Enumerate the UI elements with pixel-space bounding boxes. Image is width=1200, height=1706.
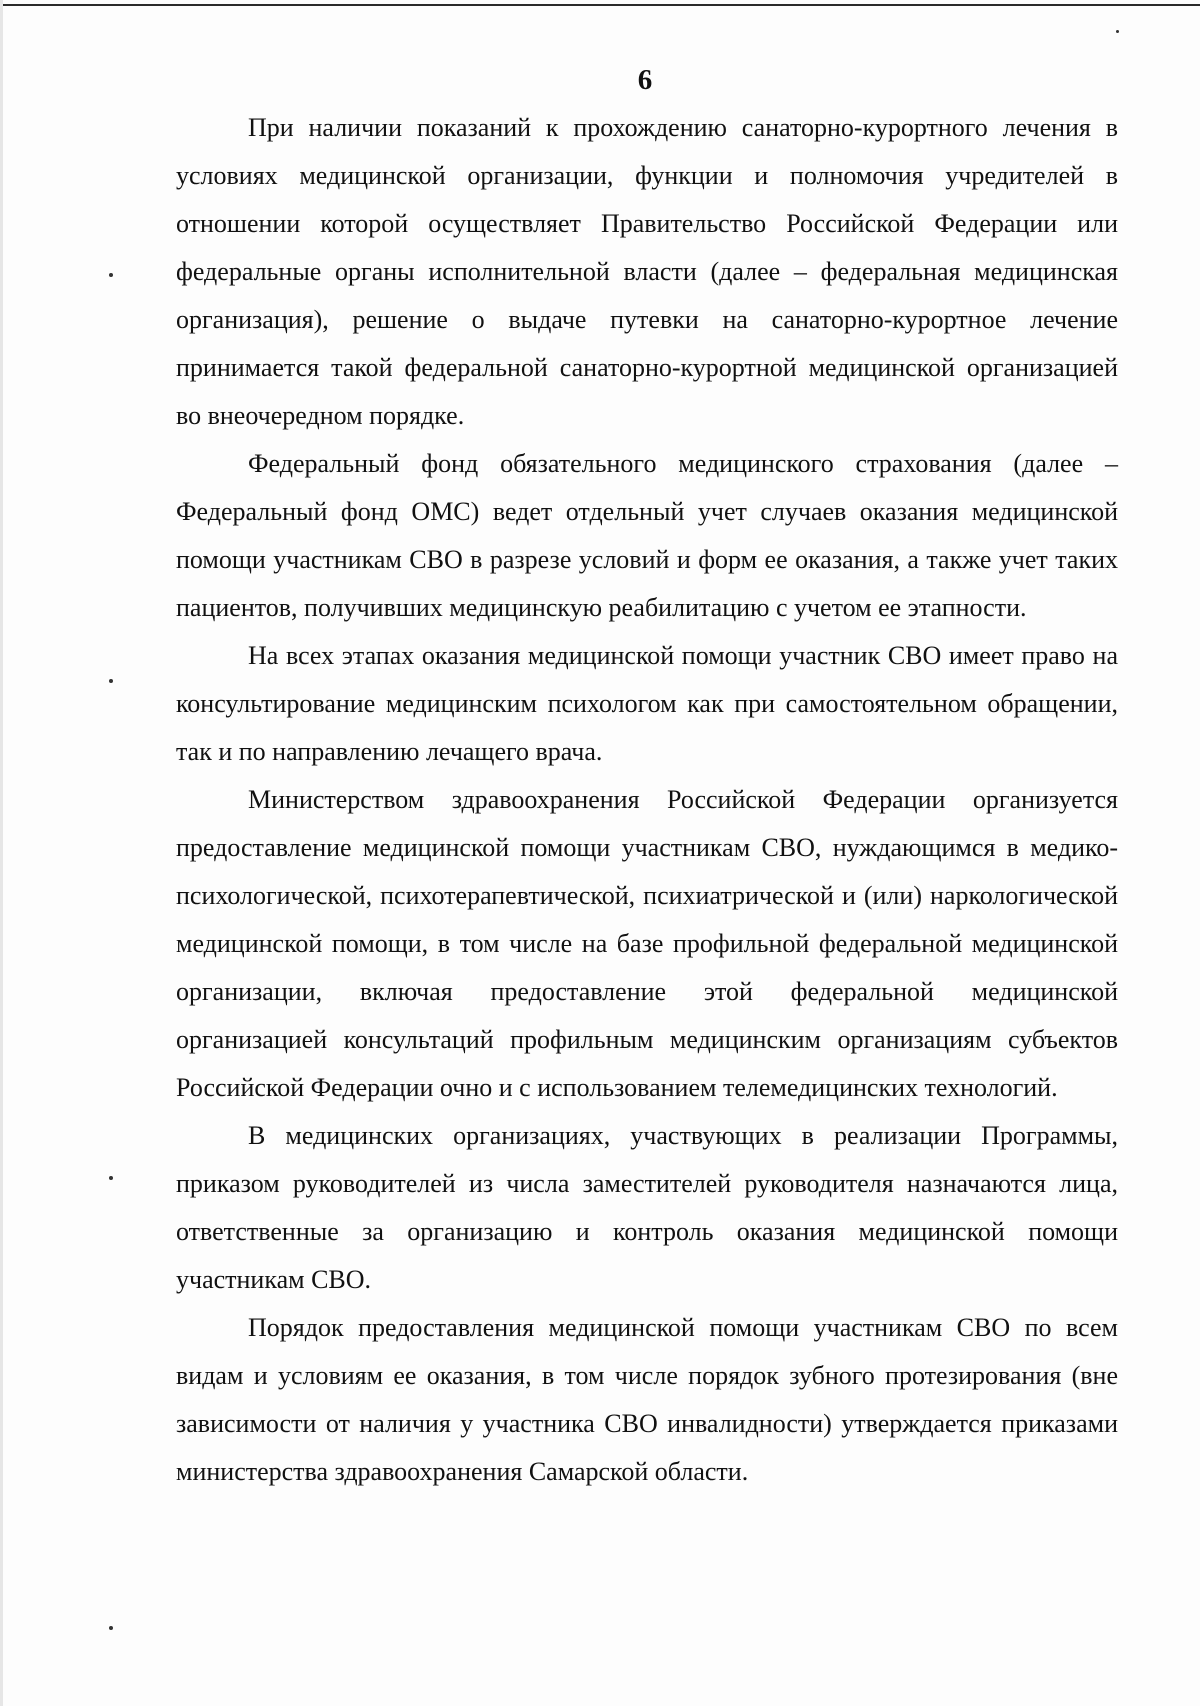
page-number: 6 bbox=[637, 64, 653, 96]
scan-speck bbox=[109, 679, 113, 683]
scan-speck bbox=[109, 1176, 113, 1180]
document-body bbox=[176, 104, 1118, 1496]
scan-speck bbox=[109, 1626, 113, 1630]
paragraph: При наличии показаний к прохождению санаторно-курортного лечения в условиях медицинской организации, функции и полномочия учредителей в отношении которой осуществляет Правительство Российской Федерации или федеральные органы исполнительной власти (далее – федеральная медицинская организация), решение о выдаче путевки на санаторно-курортное лечение принимается такой федеральной санаторно-курортной медицинской организацией во внеочередном порядке. bbox=[176, 113, 1118, 430]
scan-top-border bbox=[0, 4, 1200, 6]
paragraph: Порядок предоставления медицинской помощи участникам СВО по всем видам и условиям ее оказания, в том числе порядок зубного протезирования (вне зависимости от наличия у участника СВО инвалидности) утверждается приказами министерства здравоохранения Самарской области. bbox=[176, 1313, 1118, 1486]
scan-left-edge bbox=[0, 0, 3, 1706]
scan-speck bbox=[1116, 30, 1119, 33]
paragraph: Федеральный фонд обязательного медицинского страхования (далее – Федеральный фонд ОМС) ведет отдельный учет случаев оказания медицинской помощи участникам СВО в разрезе условий и форм ее оказания, а также учет таких пациентов, получивших медицинскую реабилитацию с учетом ее этапности. bbox=[176, 449, 1118, 622]
paragraph: В медицинских организациях, участвующих в реализации Программы, приказом руководителей из числа заместителей руководителя назначаются лица, ответственные за организацию и контроль оказания медицинской помощи участникам СВО. bbox=[176, 1121, 1118, 1294]
scan-speck bbox=[109, 273, 113, 277]
paragraph: Министерством здравоохранения Российской Федерации организуется предоставление медицинской помощи участникам СВО, нуждающимся в медико-психологической, психотерапевтической, психиатрической и (или) наркологической медицинской помощи, в том числе на базе профильной федеральной медицинской организации, включая предоставление этой федеральной медицинской организацией консультаций профильным медицинским организациям субъектов Российской Федерации очно и с использованием телемедицинских технологий. bbox=[176, 785, 1118, 1102]
paragraph: На всех этапах оказания медицинской помощи участник СВО имеет право на консультирование медицинским психологом как при самостоятельном обращении, так и по направлению лечащего врача. bbox=[176, 641, 1118, 766]
